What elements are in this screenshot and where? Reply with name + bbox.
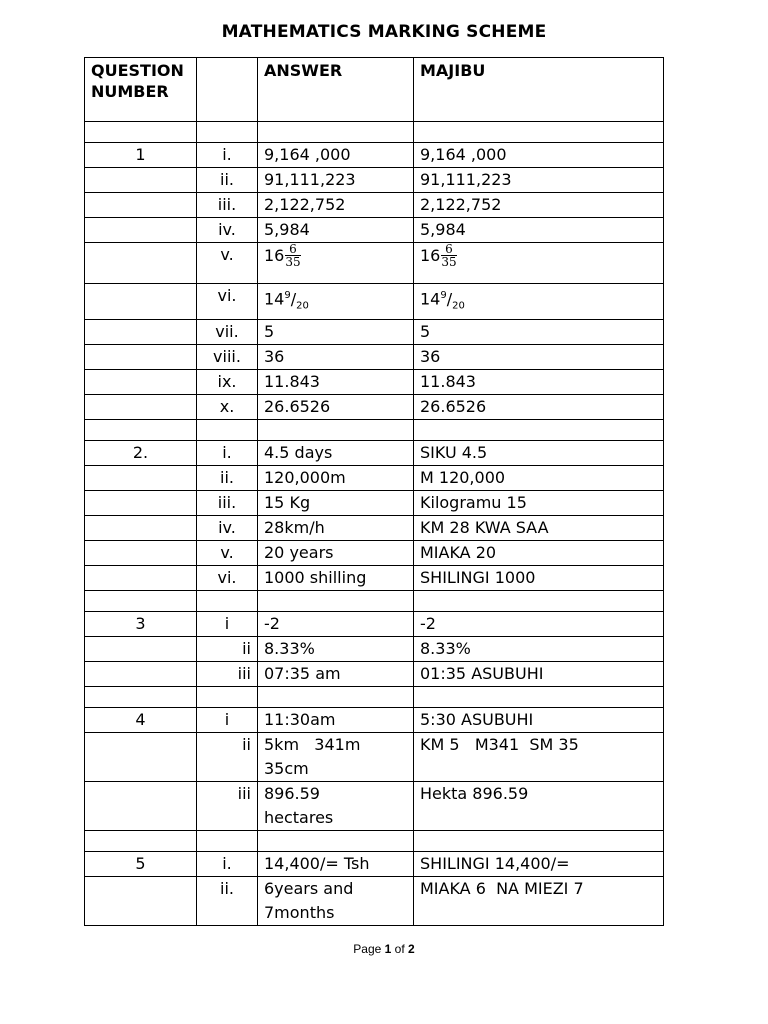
fraction-whole: 14 [420,289,441,309]
answer-cell: 36 [258,344,414,369]
majibu-cell: 36 [414,344,664,369]
fraction-denominator: 35 [441,255,457,269]
answer-cell: 8.33% [258,636,414,661]
question-number: 1 [85,143,197,168]
sub-question: iii. [197,193,258,218]
of-label: of [394,942,405,956]
answer-cell: 11.843 [258,369,414,394]
question-number-header: QUESTION NUMBER [85,58,197,122]
spacer-row [85,590,664,611]
majibu-cell: MIAKA 20 [414,540,664,565]
fraction-numerator: 6 [441,243,456,256]
table-row [85,168,664,193]
fraction-whole: 14 [264,289,285,309]
sub-question: iii [197,661,258,686]
answer-cell: 4.5 days [258,440,414,465]
majibu-cell: 5:30 ASUBUHI [414,707,664,732]
question-number: 4 [85,707,197,732]
answer-cell: 896.59 hectares [258,781,414,830]
spacer-row [85,686,664,707]
fraction-denominator: 20 [296,300,309,312]
mixed-fraction [264,243,301,268]
majibu-cell: SHILINGI 14,400/= [414,851,664,876]
spacer-row [85,122,664,143]
sub-question: ii. [197,876,258,925]
answer-cell: 11:30am [258,707,414,732]
marking-scheme-table [84,57,664,926]
answer-cell: 15 Kg [258,490,414,515]
answer-cell: 26.6526 [258,394,414,419]
question-number: 2. [85,440,197,465]
mixed-fraction [420,243,457,268]
fraction [285,243,300,268]
sub-question: vi. [197,565,258,590]
answer-cell: 6years and 7months [258,876,414,925]
majibu-cell: SIKU 4.5 [414,440,664,465]
answer-cell: 14,400/= Tsh [258,851,414,876]
table-row [85,440,664,465]
sub-question: i. [197,440,258,465]
fraction-numerator: 9 [284,290,291,301]
answer-header: ANSWER [258,58,414,122]
spacer-row [85,419,664,440]
sub-question: v. [197,243,258,284]
answer-cell: 28km/h [258,515,414,540]
table-row [85,876,664,925]
answer-cell: 2,122,752 [258,193,414,218]
page-title: MATHEMATICS MARKING SCHEME [221,22,547,42]
sub-question: iii. [197,490,258,515]
table-row [85,781,664,830]
page-footer [0,942,768,956]
sub-question: iv. [197,218,258,243]
table-row [85,218,664,243]
answer-cell: 5,984 [258,218,414,243]
sub-question: ii [197,636,258,661]
table-row [85,143,664,168]
majibu-cell: 8.33% [414,636,664,661]
sub-question: i. [197,851,258,876]
fraction-numerator: 9 [440,290,447,301]
majibu-cell: Kilogramu 15 [414,490,664,515]
table-row [85,369,664,394]
majibu-cell: Hekta 896.59 [414,781,664,830]
majibu-cell: 01:35 ASUBUHI [414,661,664,686]
fraction-whole: 16 [264,245,285,265]
question-number: 3 [85,611,197,636]
answer-cell: -2 [258,611,414,636]
majibu-cell: SHILINGI 1000 [414,565,664,590]
table-row [85,515,664,540]
majibu-cell: 5,984 [414,218,664,243]
fraction-denominator: 35 [285,255,301,269]
answer-cell: 1000 shilling [258,565,414,590]
table-row [85,636,664,661]
table-row [85,490,664,515]
answer-cell: 9,164 ,000 [258,143,414,168]
current-page-number: 1 [384,942,392,956]
answer-cell: 07:35 am [258,661,414,686]
majibu-cell: -2 [414,611,664,636]
answer-cell: $14^9/_{20}$ [258,284,414,320]
answer-cell: 91,111,223 [258,168,414,193]
sub-question: ii. [197,168,258,193]
answer-cell: 5km 341m 35cm [258,732,414,781]
sub-question: i [197,611,258,636]
answer-cell: 120,000m [258,465,414,490]
spacer-row [85,830,664,851]
majibu-cell: 11.843 [414,369,664,394]
majibu-cell: 91,111,223 [414,168,664,193]
table-row [85,707,664,732]
table-row [85,243,664,284]
sub-question: x. [197,394,258,419]
question-number: 5 [85,851,197,876]
table-row [85,732,664,781]
table-row [85,344,664,369]
answer-cell: 20 years [258,540,414,565]
fraction-whole: 16 [420,245,441,265]
fraction [441,243,456,268]
sub-question: ii [197,732,258,781]
table-row [85,661,664,686]
fraction-numerator: 6 [285,243,300,256]
sub-question: iii [197,781,258,830]
sub-question: vii. [197,319,258,344]
table-row [85,851,664,876]
majibu-cell: KM 5 M341 SM 35 [414,732,664,781]
majibu-cell: 2,122,752 [414,193,664,218]
majibu-cell: KM 28 KWA SAA [414,515,664,540]
sub-question: iv. [197,515,258,540]
table-row [85,193,664,218]
sub-question: vi. [197,284,258,320]
table-row [85,540,664,565]
majibu-header: MAJIBU [414,58,664,122]
majibu-cell: 5 [414,319,664,344]
majibu-cell: M 120,000 [414,465,664,490]
table-row [85,394,664,419]
sub-question-header [197,58,258,122]
answer-cell: 5 [258,319,414,344]
majibu-cell: MIAKA 6 NA MIEZI 7 [414,876,664,925]
table-row [85,565,664,590]
total-pages-number: 2 [408,942,415,956]
answer-cell [258,243,414,284]
fraction-denominator: 20 [452,300,465,312]
sub-question: i. [197,143,258,168]
table-row [85,319,664,344]
sub-question: viii. [197,344,258,369]
table-row [85,284,664,320]
sub-question: ix. [197,369,258,394]
majibu-cell: 26.6526 [414,394,664,419]
sub-question: i [197,707,258,732]
majibu-cell [414,243,664,284]
table-row [85,611,664,636]
majibu-cell: 9,164 ,000 [414,143,664,168]
sub-question: ii. [197,465,258,490]
page-label: Page [353,942,382,956]
header-row [85,58,664,122]
table-row [85,465,664,490]
majibu-cell: $14^9/_{20}$ [414,284,664,320]
sub-question: v. [197,540,258,565]
